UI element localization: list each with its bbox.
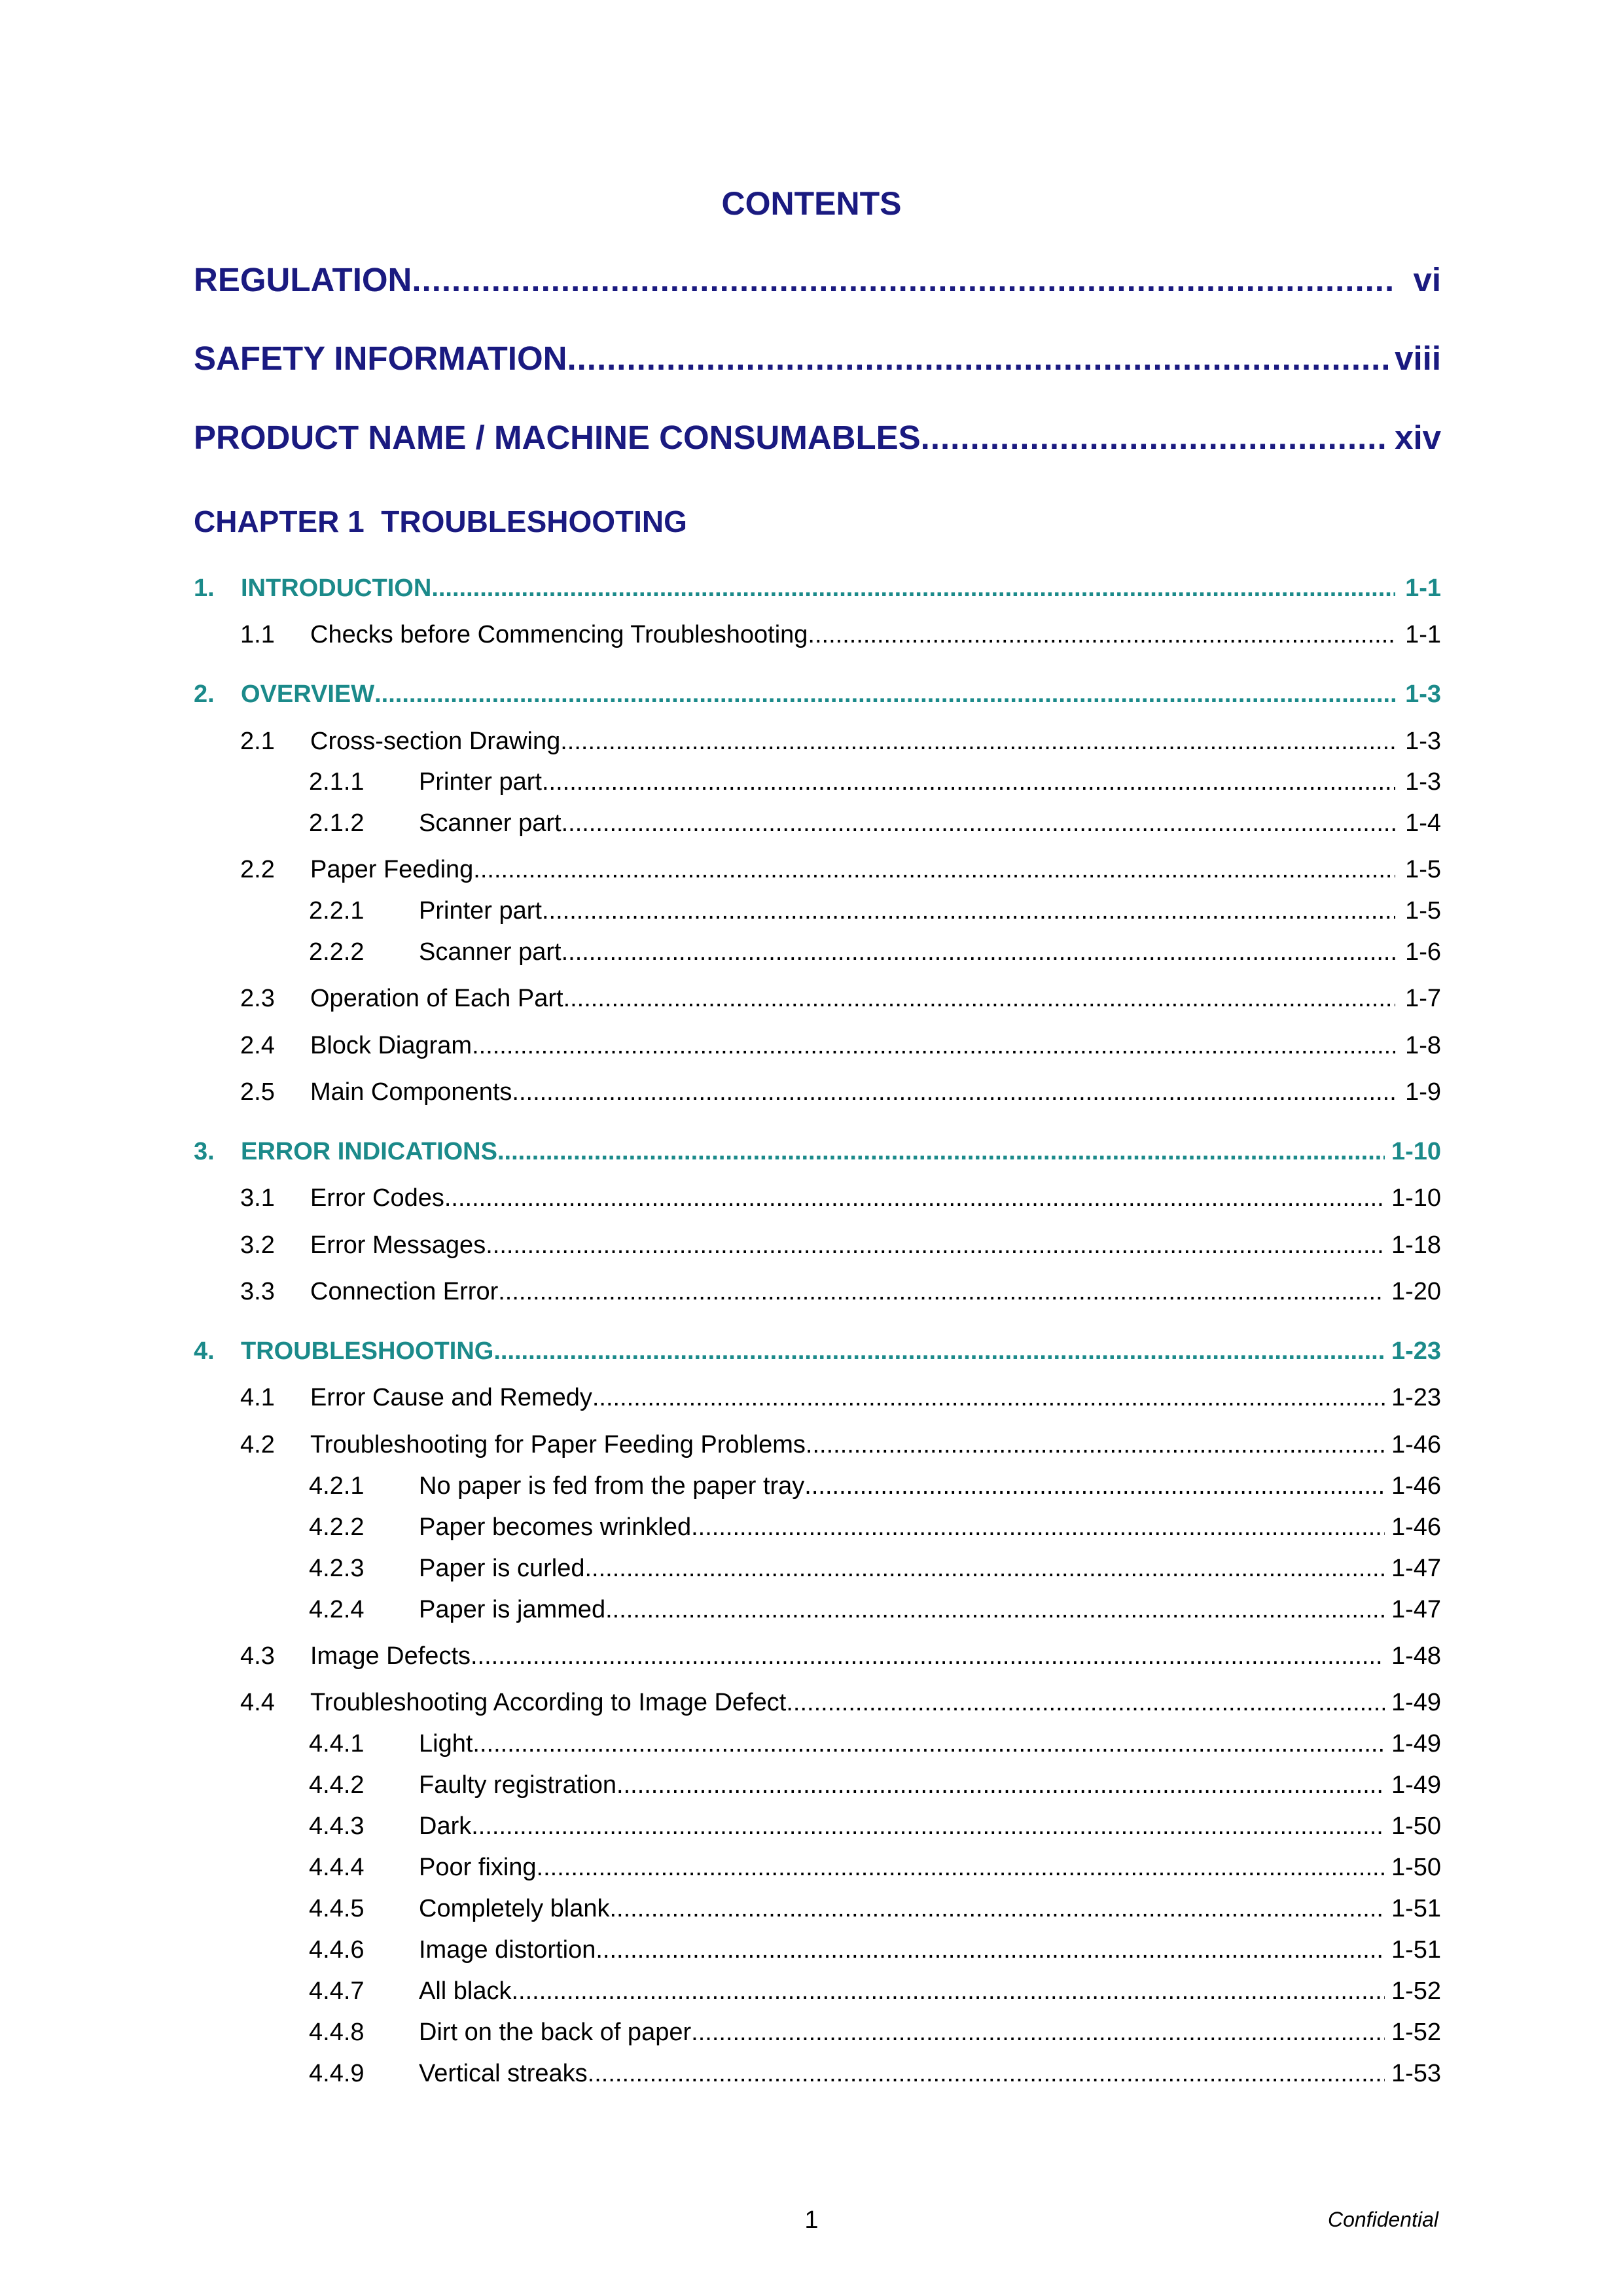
contents-title: CONTENTS [721, 185, 902, 222]
toc-leader [609, 1895, 1384, 1923]
toc-entry-page: 1-23 [1391, 1337, 1441, 1365]
toc-entry-number: 2.2 [240, 856, 275, 883]
toc-entry-label: Scanner part [419, 938, 562, 966]
toc-entry-page: 1-46 [1391, 1431, 1441, 1458]
toc-section-introduction[interactable] [194, 574, 1441, 603]
toc-entry-label: Scanner part [419, 809, 562, 837]
toc-entry-label: Paper is jammed [419, 1596, 606, 1623]
toc-entry-page: 1-48 [1391, 1642, 1441, 1670]
toc-entry-label: No paper is fed from the paper tray [419, 1472, 805, 1500]
toc-entry-label: PRODUCT NAME / MACHINE CONSUMABLES [194, 419, 921, 456]
toc-entry-label: REGULATION [194, 261, 412, 298]
toc-entry-page: 1-46 [1391, 1472, 1441, 1500]
toc-subsubsection[interactable] [309, 897, 1441, 925]
toc-leader [542, 768, 1395, 796]
toc-entry-safety-information[interactable] [194, 339, 1441, 378]
toc-entry-page: 1-49 [1391, 1689, 1441, 1716]
toc-entry-label: Vertical streaks [419, 2060, 588, 2087]
toc-entry-label: Main Components [310, 1078, 512, 1106]
toc-entry-label: Printer part [419, 768, 542, 796]
toc-entry-label: Completely blank [419, 1895, 610, 1922]
toc-entry-label: INTRODUCTION [241, 574, 432, 602]
toc-entry-label: ERROR INDICATIONS [241, 1138, 497, 1165]
toc-entry-page: 1-23 [1391, 1384, 1441, 1411]
toc-entry-number: 4.3 [240, 1642, 275, 1670]
toc-subsection[interactable] [240, 856, 1441, 884]
toc-entry-number: 2.5 [240, 1078, 275, 1106]
toc-subsection[interactable] [240, 1078, 1441, 1106]
toc-entry-page: 1-3 [1405, 728, 1441, 755]
toc-entry-label: Paper is curled [419, 1555, 585, 1582]
toc-entry-page: 1-9 [1405, 1078, 1441, 1106]
toc-entry-page: 1-6 [1405, 938, 1441, 966]
toc-subsection[interactable] [240, 621, 1441, 649]
toc-entry-label: Light [419, 1730, 473, 1757]
toc-subsubsection[interactable] [309, 1513, 1441, 1542]
toc-entry-number: 2.4 [240, 1032, 275, 1059]
toc-leader [567, 339, 1388, 378]
toc-entry-page: 1-5 [1405, 897, 1441, 925]
toc-entry-page: 1-53 [1391, 2060, 1441, 2087]
toc-subsubsection[interactable] [309, 1895, 1441, 1923]
toc-entry-page: 1-47 [1391, 1555, 1441, 1582]
toc-leader [471, 1642, 1385, 1670]
toc-entry-page: 1-1 [1405, 621, 1441, 648]
toc-leader [497, 1138, 1385, 1166]
toc-leader [512, 1977, 1385, 2005]
toc-leader [473, 1730, 1385, 1758]
toc-entry-label: Block Diagram [310, 1032, 473, 1059]
toc-entry-label: Image Defects [310, 1642, 471, 1670]
toc-entry-label: Connection Error [310, 1278, 499, 1305]
toc-entry-label: SAFETY INFORMATION [194, 340, 567, 377]
toc-entry-number: 3. [194, 1138, 215, 1165]
toc-entry-page: 1-20 [1391, 1278, 1441, 1305]
toc-entry-label: OVERVIEW [241, 680, 375, 708]
toc-subsection[interactable] [240, 1231, 1441, 1260]
toc-entry-number: 2.1.1 [309, 768, 365, 796]
toc-leader [562, 938, 1395, 966]
toc-entry-label: TROUBLESHOOTING [241, 1337, 494, 1365]
toc-leader [691, 1513, 1385, 1542]
toc-entry-number: 4.4.8 [309, 2019, 365, 2046]
toc-subsubsection[interactable] [309, 1472, 1441, 1500]
toc-entry-number: 4.4.9 [309, 2060, 365, 2087]
toc-leader [431, 574, 1395, 603]
toc-entry-number: 4.2.2 [309, 1513, 365, 1541]
toc-leader [588, 2060, 1385, 2088]
toc-entry-label: All black [419, 1977, 512, 2005]
toc-entry-page: 1-3 [1405, 768, 1441, 796]
toc-entry-label: Error Messages [310, 1231, 486, 1259]
toc-subsection[interactable] [240, 728, 1441, 756]
toc-entry-page: 1-46 [1391, 1513, 1441, 1541]
toc-leader [444, 1184, 1385, 1212]
toc-entry-label: Poor fixing [419, 1854, 537, 1881]
toc-leader [512, 1078, 1395, 1106]
toc-entry-number: 4.1 [240, 1384, 275, 1411]
toc-leader [493, 1337, 1385, 1366]
page-number: 1 [804, 2206, 819, 2234]
toc-leader [412, 260, 1395, 299]
toc-subsubsection[interactable] [309, 1596, 1441, 1624]
toc-entry-page: 1-51 [1391, 1895, 1441, 1922]
toc-subsubsection[interactable] [309, 1730, 1441, 1758]
toc-entry-label: Troubleshooting According to Image Defect [310, 1689, 787, 1716]
toc-subsubsection[interactable] [309, 809, 1441, 838]
toc-subsubsection[interactable] [309, 2019, 1441, 2047]
toc-entry-number: 4.2.3 [309, 1555, 365, 1582]
toc-leader [596, 1936, 1385, 1964]
toc-entry-label: Dirt on the back of paper [419, 2019, 692, 2046]
toc-leader [921, 418, 1388, 457]
toc-subsubsection[interactable] [309, 1977, 1441, 2005]
toc-entry-page: 1-50 [1391, 1854, 1441, 1881]
toc-leader [542, 897, 1395, 925]
toc-subsubsection[interactable] [309, 1812, 1441, 1841]
toc-entry-number: 1.1 [240, 621, 275, 648]
toc-entry-label: Error Codes [310, 1184, 444, 1212]
toc-leader [473, 856, 1395, 884]
toc-leader [563, 985, 1395, 1013]
toc-subsubsection[interactable] [309, 768, 1441, 796]
toc-section-troubleshooting[interactable] [194, 1337, 1441, 1366]
toc-entry-page: 1-51 [1391, 1936, 1441, 1964]
toc-entry-number: 2.2.2 [309, 938, 365, 966]
toc-entry-number: 4.4.4 [309, 1854, 365, 1881]
toc-subsection[interactable] [240, 1278, 1441, 1306]
toc-leader [806, 1431, 1385, 1459]
toc-entry-page: 1-4 [1405, 809, 1441, 837]
toc-entry-label: Checks before Commencing Troubleshooting [310, 621, 808, 648]
toc-leader [498, 1278, 1385, 1306]
toc-leader [786, 1689, 1385, 1717]
toc-entry-number: 4. [194, 1337, 215, 1365]
toc-entry-label: Cross-section Drawing [310, 728, 561, 755]
toc-entry-label: Dark [419, 1812, 472, 1840]
toc-subsection[interactable] [240, 1384, 1441, 1412]
toc-section-error-indications[interactable] [194, 1138, 1441, 1166]
toc-subsubsection[interactable] [309, 1854, 1441, 1882]
toc-entry-page: xiv [1395, 419, 1441, 456]
toc-entry-number: 2.2.1 [309, 897, 365, 925]
toc-leader [808, 621, 1395, 649]
toc-entry-page: 1-5 [1405, 856, 1441, 883]
toc-leader [584, 1555, 1384, 1583]
toc-entry-label: Troubleshooting for Paper Feeding Problems [310, 1431, 806, 1458]
toc-entry-number: 3.3 [240, 1278, 275, 1305]
toc-leader [605, 1596, 1385, 1624]
confidential-label: Confidential [1328, 2208, 1438, 2231]
toc-leader [560, 728, 1395, 756]
toc-subsection[interactable] [240, 1184, 1441, 1212]
toc-entry-page: vi [1413, 261, 1441, 298]
toc-entry-page: 1-10 [1391, 1138, 1441, 1165]
toc-entry-label: Paper Feeding [310, 856, 474, 883]
toc-entry-number: 4.2.4 [309, 1596, 365, 1623]
toc-leader [592, 1384, 1385, 1412]
toc-entry-number: 4.2 [240, 1431, 275, 1458]
toc-entry-number: 3.1 [240, 1184, 275, 1212]
toc-entry-page: 1-1 [1405, 574, 1441, 602]
chapter-heading: CHAPTER 1 TROUBLESHOOTING [194, 504, 687, 539]
toc-leader [471, 1812, 1385, 1841]
toc-leader [616, 1771, 1385, 1799]
toc-subsubsection[interactable] [309, 2060, 1441, 2088]
toc-subsubsection[interactable] [309, 1936, 1441, 1964]
toc-subsubsection[interactable] [309, 1555, 1441, 1583]
toc-entry-number: 2.3 [240, 985, 275, 1012]
toc-entry-page: 1-3 [1405, 680, 1441, 708]
toc-entry-page: 1-49 [1391, 1730, 1441, 1757]
toc-leader [537, 1854, 1385, 1882]
toc-entry-number: 4.4.1 [309, 1730, 365, 1757]
toc-entry-page: 1-49 [1391, 1771, 1441, 1799]
toc-entry-label: Faulty registration [419, 1771, 617, 1799]
toc-entry-label: Paper becomes wrinkled [419, 1513, 692, 1541]
toc-entry-number: 2.1 [240, 728, 275, 755]
toc-entry-number: 4.4.7 [309, 1977, 365, 2005]
toc-section-overview[interactable] [194, 680, 1441, 709]
toc-entry-page: 1-52 [1391, 1977, 1441, 2005]
toc-entry-product-name[interactable] [194, 418, 1441, 457]
toc-subsection[interactable] [240, 1689, 1441, 1717]
toc-subsection[interactable] [240, 985, 1441, 1013]
toc-entry-number: 4.4.3 [309, 1812, 365, 1840]
toc-entry-page: 1-8 [1405, 1032, 1441, 1059]
toc-entry-number: 4.2.1 [309, 1472, 365, 1500]
toc-leader [691, 2019, 1385, 2047]
toc-leader [562, 809, 1395, 838]
toc-entry-number: 4.4.6 [309, 1936, 365, 1964]
toc-subsubsection[interactable] [309, 938, 1441, 966]
toc-entry-number: 4.4 [240, 1689, 275, 1716]
toc-subsection[interactable] [240, 1642, 1441, 1670]
toc-leader [374, 680, 1395, 709]
toc-entry-number: 2. [194, 680, 215, 708]
toc-entry-label: Image distortion [419, 1936, 596, 1964]
toc-leader [804, 1472, 1385, 1500]
toc-entry-page: 1-10 [1391, 1184, 1441, 1212]
toc-entry-label: Error Cause and Remedy [310, 1384, 592, 1411]
toc-entry-page: viii [1395, 340, 1441, 377]
toc-leader [486, 1231, 1385, 1260]
toc-entry-regulation[interactable] [194, 260, 1441, 299]
toc-entry-number: 3.2 [240, 1231, 275, 1259]
toc-entry-label: Printer part [419, 897, 542, 925]
toc-subsection[interactable] [240, 1431, 1441, 1459]
toc-subsubsection[interactable] [309, 1771, 1441, 1799]
toc-leader [472, 1032, 1395, 1060]
toc-entry-number: 4.4.2 [309, 1771, 365, 1799]
toc-entry-number: 4.4.5 [309, 1895, 365, 1922]
toc-entry-page: 1-50 [1391, 1812, 1441, 1840]
toc-entry-number: 1. [194, 574, 215, 602]
toc-entry-page: 1-18 [1391, 1231, 1441, 1259]
toc-entry-number: 2.1.2 [309, 809, 365, 837]
toc-subsection[interactable] [240, 1032, 1441, 1060]
toc-entry-page: 1-52 [1391, 2019, 1441, 2046]
toc-entry-page: 1-47 [1391, 1596, 1441, 1623]
toc-entry-label: Operation of Each Part [310, 985, 563, 1012]
toc-entry-page: 1-7 [1405, 985, 1441, 1012]
